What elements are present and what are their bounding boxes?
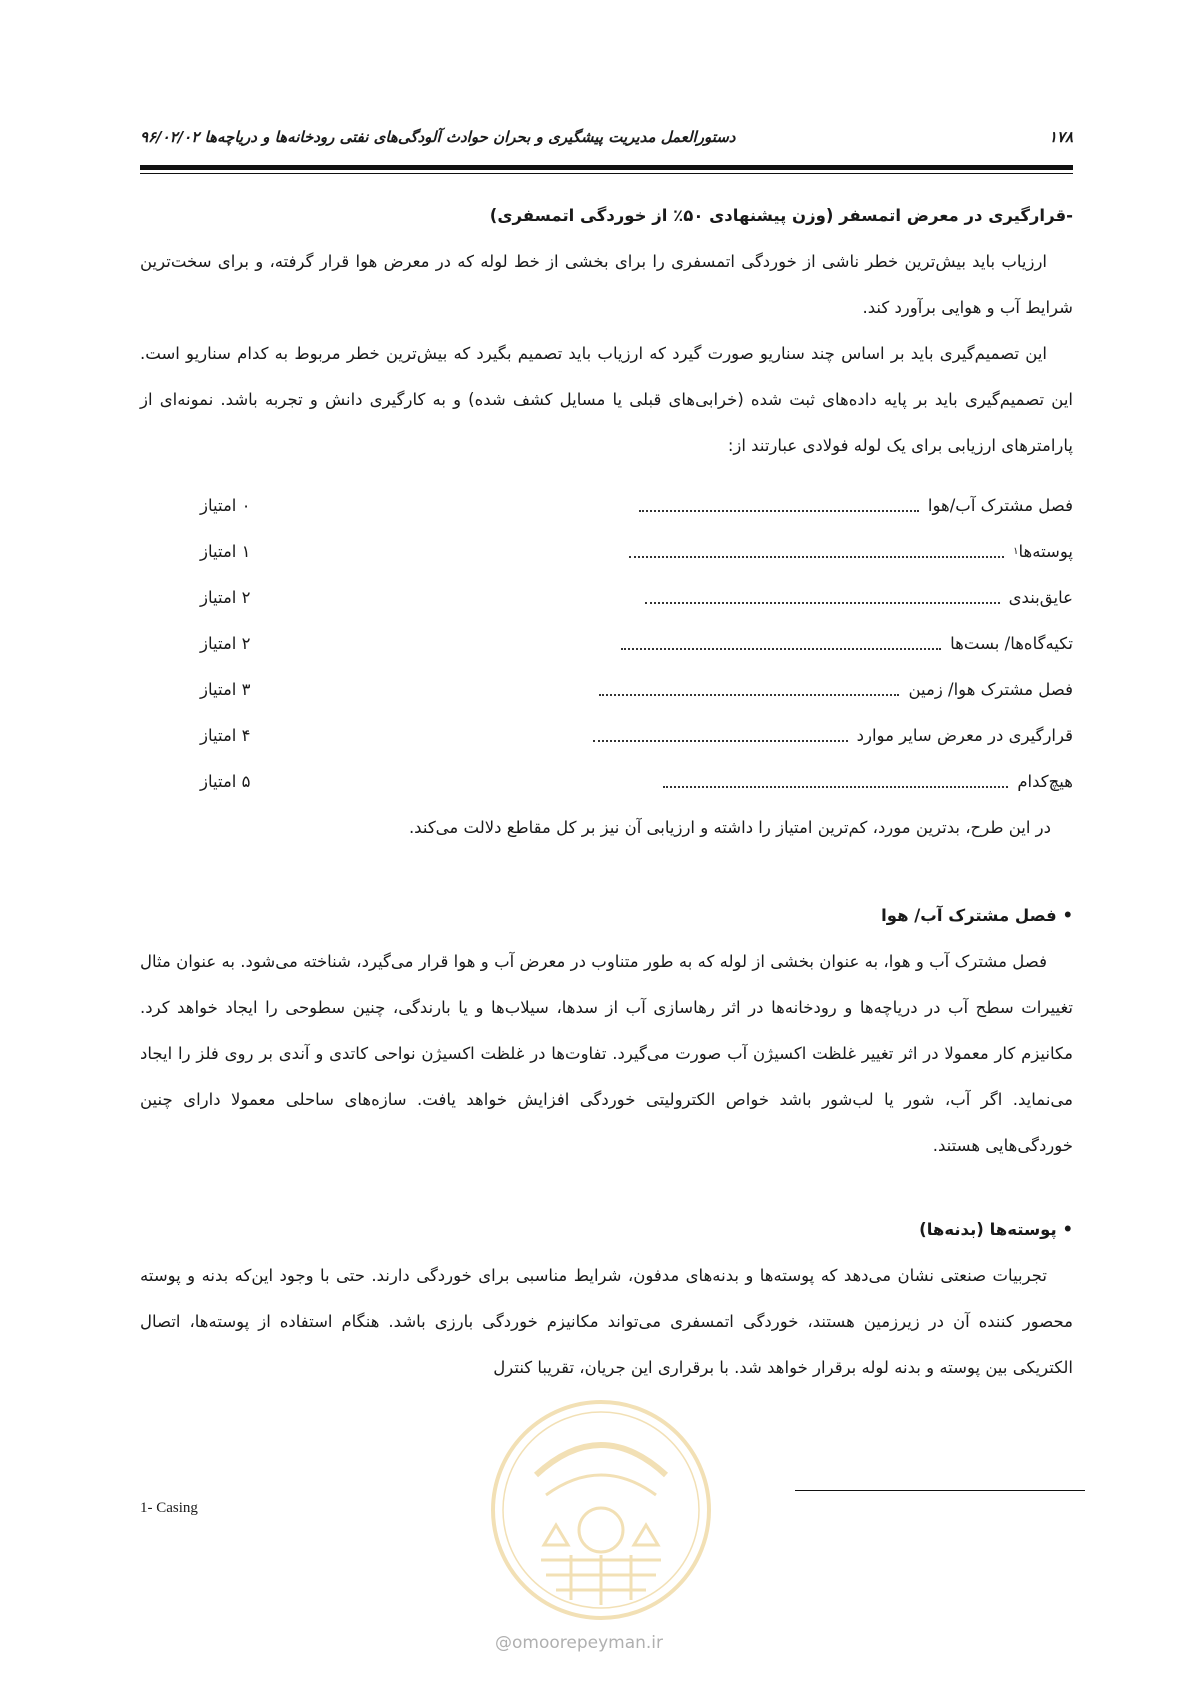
paragraph: ارزیاب باید بیش‌ترین خطر ناشی از خوردگی اتمسفری را برای بخشی از خط لوله که در معرض هوا قرار گرفته، و برای سخت‌ترین شرایط آب و هوایی برآورد کند. <box>140 252 1073 317</box>
footnote-divider <box>795 1490 1085 1491</box>
section-conclusion <box>140 805 1051 851</box>
leader-dots <box>639 509 919 512</box>
score-value: ۳ امتیاز <box>200 679 251 699</box>
leader-dots <box>593 739 848 742</box>
section-water-air <box>140 893 1073 1169</box>
score-row <box>200 574 1073 620</box>
score-value: ۴ امتیاز <box>200 725 251 745</box>
score-row <box>200 666 1073 712</box>
score-value: ۵ امتیاز <box>200 771 251 791</box>
section-heading: -قرارگیری در معرض اتمسفر (وزن پیشنهادی ۵۰٪ از خوردگی اتمسفری) <box>489 206 1073 225</box>
score-label: پوسته‌ها <box>1018 541 1073 561</box>
header-rule-thin <box>140 173 1073 174</box>
leader-dots <box>629 555 1004 558</box>
header-rule-thick <box>140 165 1073 170</box>
page-number: ۱۷۸ <box>1048 128 1073 146</box>
footnote-marker: ۱ <box>1013 545 1019 557</box>
watermark-seal-icon <box>486 1395 716 1625</box>
score-value: ۲ امتیاز <box>200 587 251 607</box>
paragraph: این تصمیم‌گیری باید بر اساس چند سناریو صورت گیرد که ارزیاب باید تصمیم بگیرد که بیش‌ترین خطر مربوط به کدام سناریو است. این تصمیم‌گیری باید بر پایه داده‌های ثبت شده (خرابی‌های قبلی یا مسایل کشف شده) و به کارگیری دانش و تجربه باشد. نمونه‌ای از پارامترهای ارزیابی برای یک لوله فولادی عبارتند از: <box>140 344 1073 455</box>
paragraph: در این طرح، بدترین مورد، کم‌ترین امتیاز را داشته و ارزیابی آن نیز بر کل مقاطع دلالت می‌کند. <box>408 818 1051 837</box>
score-label: قرارگیری در معرض سایر موارد <box>856 725 1073 745</box>
score-row <box>200 620 1073 666</box>
score-value: ۰ امتیاز <box>200 495 251 515</box>
leader-dots <box>599 693 899 696</box>
paragraph: فصل مشترک آب و هوا، به عنوان بخشی از لوله که به طور متناوب در معرض آب و هوا قرار می‌گیرد، شناخته می‌شود. به عنوان مثال تغییرات سطح آب در دریاچه‌ها و رودخانه‌ها در اثر رهاسازی آب از سدها، سیلاب‌ها و یا بارندگی، چنین سطوحی را ایجاد خواهد کرد. مکانیزم کار معمولا در اثر تغییر غلظت اکسیژن آب صورت می‌گیرد. تفاوت‌ها در غلظت اکسیژن نواحی کاتدی و آندی بر روی فلز را ایجاد می‌نماید. اگر آب، شور یا لب‌شور باشد خواص الکترولیتی خوردگی افزایش خواهد یافت. سازه‌های ساحلی معمولا دارای چنین خوردگی‌هایی هستند. <box>140 952 1073 1155</box>
scoring-list <box>200 482 1073 804</box>
section-heading: • فصل مشترک آب/ هوا <box>881 906 1073 925</box>
score-value: ۱ امتیاز <box>200 541 251 561</box>
section-heading: • پوسته‌ها (بدنه‌ها) <box>919 1220 1073 1239</box>
score-label: هیچ‌کدام <box>1017 771 1073 791</box>
score-row <box>200 528 1073 574</box>
leader-dots <box>663 785 1008 788</box>
score-value: ۲ امتیاز <box>200 633 251 653</box>
leader-dots <box>645 601 1000 604</box>
score-row <box>200 712 1073 758</box>
score-label: فصل مشترک هوا/ زمین <box>908 679 1073 699</box>
watermark-text: @omoorepeyman.ir <box>495 1633 664 1653</box>
footnote: 1- Casing <box>140 1500 198 1516</box>
score-row <box>200 482 1073 528</box>
paragraph: تجربیات صنعتی نشان می‌دهد که پوسته‌ها و بدنه‌های مدفون، شرایط مناسبی برای خوردگی دارند. حتی با وجود این‌که بدنه و پوسته محصور کننده آن در زیرزمین هستند، خوردگی اتمسفری می‌تواند مکانیزم خوردگی بارزی باشد. هنگام استفاده از پوسته‌ها، اتصال الکتریکی بین پوسته و بدنه لوله برقرار خواهد شد. با برقراری این جریان، تقریبا کنترل <box>140 1266 1073 1377</box>
section-casing <box>140 1207 1073 1391</box>
score-label: فصل مشترک آب/هوا <box>927 495 1073 515</box>
page-header <box>140 128 1073 146</box>
header-title: دستورالعمل مدیریت پیشگیری و بحران حوادث آلودگی‌های نفتی رودخانه‌ها و دریاچه‌ها ۹۶/۰۲/۰۲ <box>140 128 736 146</box>
leader-dots <box>621 647 941 650</box>
score-label: عایق‌بندی <box>1008 587 1073 607</box>
section-atmosphere <box>140 193 1073 469</box>
score-row <box>200 758 1073 804</box>
score-label: تکیه‌گاه‌ها/ بست‌ها <box>950 633 1073 653</box>
